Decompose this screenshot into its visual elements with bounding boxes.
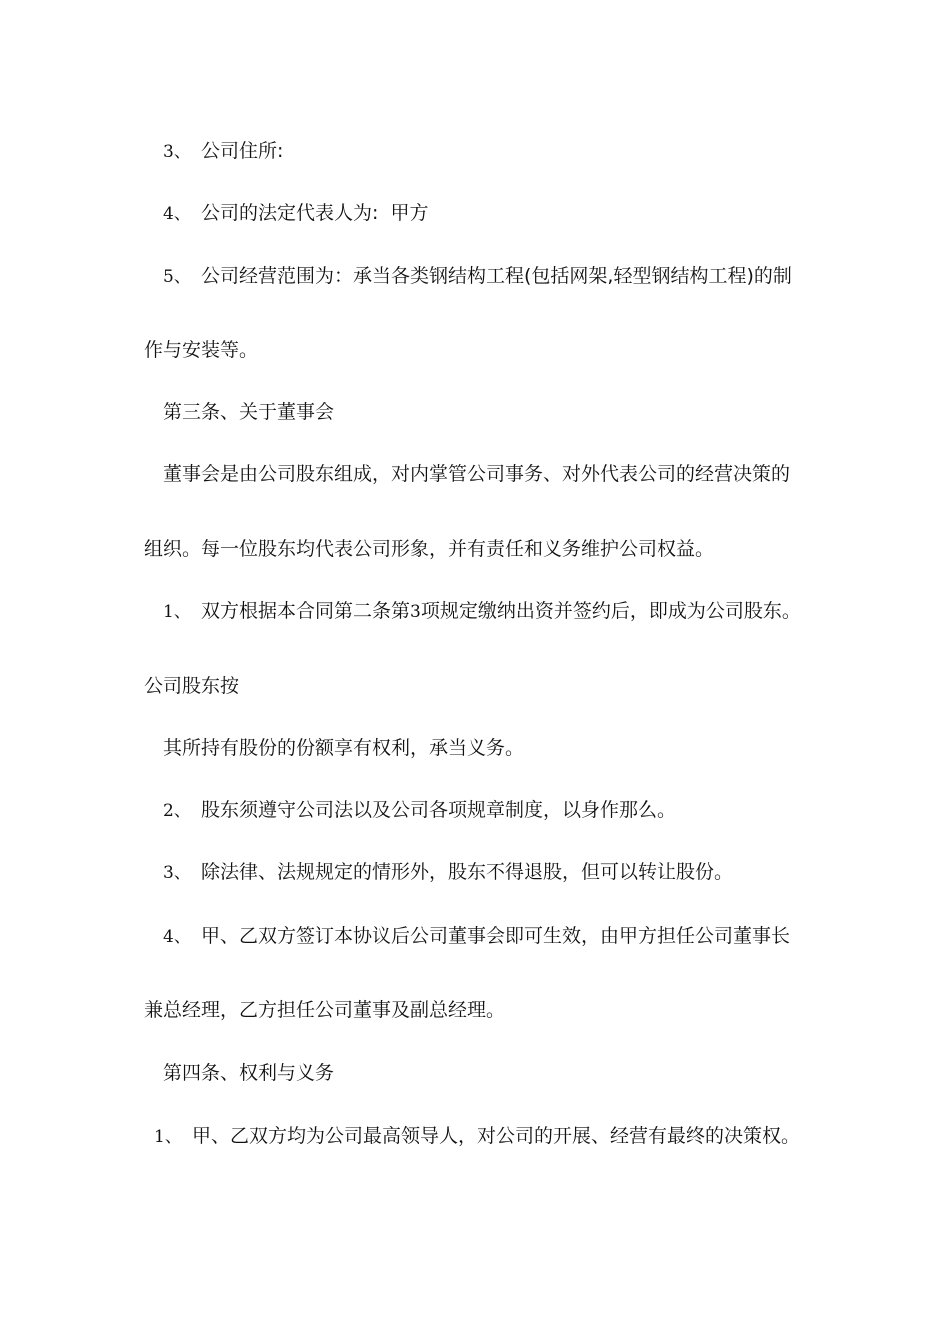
- board-item-1-continuation-2: [163, 736, 524, 760]
- list-number: 4、: [163, 204, 191, 224]
- article-4-heading: [163, 1061, 334, 1085]
- clause-text: 兼总经理，乙方担任公司董事及副总经理。: [144, 999, 506, 1021]
- board-item-4: [163, 924, 790, 949]
- inline-number: 3: [410, 602, 421, 622]
- clause-text: 公司经营范围为：承当各类钢结构工程(包括网架,轻型钢结构工程)的制: [201, 265, 792, 287]
- board-item-1: [163, 599, 801, 624]
- board-item-4-continuation: [144, 998, 505, 1022]
- clause-text: 甲、乙双方签订本协议后公司董事会即可生效，由甲方担任公司董事长: [201, 925, 791, 947]
- clause-text-b: 项规定缴纳出资并签约后，即成为公司股东。: [420, 600, 801, 622]
- list-number: 2、: [163, 801, 191, 821]
- paragraph-text: 组织。每一位股东均代表公司形象，并有责任和义务维护公司权益。: [144, 538, 715, 560]
- clause-5-continuation: [144, 338, 258, 362]
- list-number: 1、: [163, 602, 191, 622]
- board-intro-continuation: [144, 537, 714, 561]
- clause-text: 甲、乙双方均为公司最高领导人，对公司的开展、经营有最终的决策权。: [192, 1125, 801, 1147]
- article-title: 第四条、权利与义务: [163, 1062, 335, 1084]
- clause-5-business-scope: [163, 264, 792, 289]
- list-number: 3、: [163, 142, 191, 162]
- clause-text: 公司的法定代表人为: 甲方: [201, 202, 429, 224]
- board-item-1-continuation: [144, 674, 239, 698]
- clause-text: 除法律、法规规定的情形外，股东不得退股，但可以转让股份。: [201, 861, 734, 883]
- list-number: 4、: [163, 927, 191, 947]
- clause-text: 作与安装等。: [144, 339, 259, 361]
- board-item-2: [163, 798, 676, 823]
- paragraph-text: 董事会是由公司股东组成，对内掌管公司事务、对外代表公司的经营决策的: [163, 463, 791, 485]
- clause-text: 其所持有股份的份额享有权利，承当义务。: [163, 737, 525, 759]
- board-intro-paragraph: [163, 462, 790, 486]
- list-number: 5、: [163, 267, 191, 287]
- article-3-heading: [163, 400, 334, 424]
- clause-text-a: 双方根据本合同第二条第: [201, 600, 411, 622]
- clause-text: 公司住所:: [201, 140, 284, 162]
- article-title: 第三条、关于董事会: [163, 401, 335, 423]
- clause-text: 公司股东按: [144, 675, 240, 697]
- clause-text: 股东须遵守公司法以及公司各项规章制度，以身作那么。: [201, 799, 677, 821]
- clause-3-address: [163, 139, 283, 164]
- board-item-3: [163, 860, 733, 885]
- rights-item-1: [154, 1124, 800, 1149]
- list-number: 3、: [163, 863, 191, 883]
- list-number: 1、: [154, 1127, 182, 1147]
- clause-4-legal-representative: [163, 201, 428, 226]
